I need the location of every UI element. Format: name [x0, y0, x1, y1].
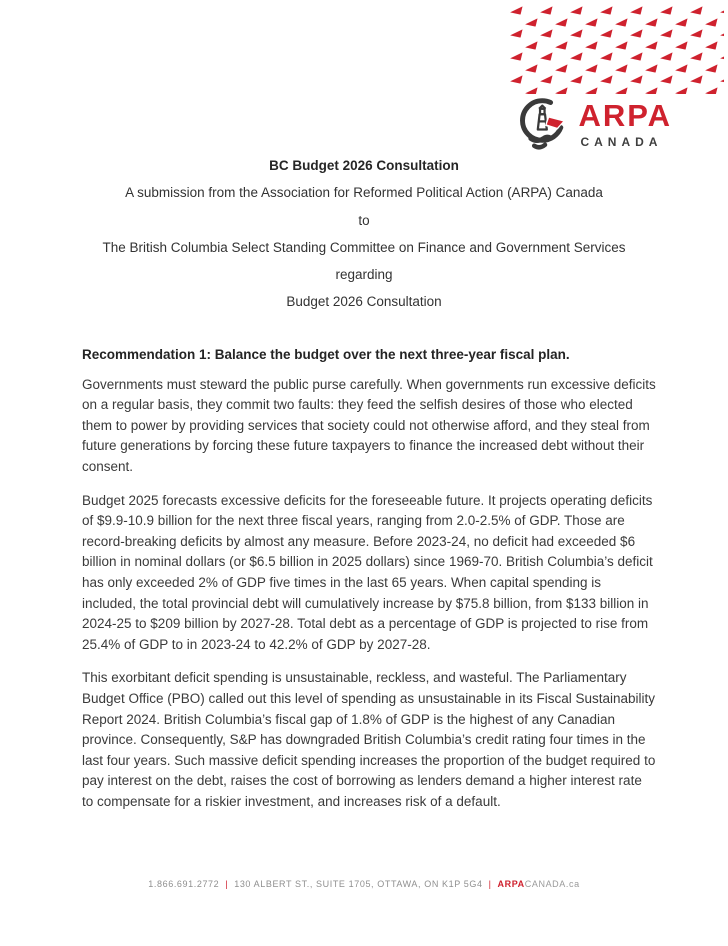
footer-address: 130 ALBERT ST., SUITE 1705, OTTAWA, ON K1P 5G4	[234, 879, 483, 889]
submission-line: A submission from the Association for Reformed Political Action (ARPA) Canada	[125, 185, 603, 201]
red-arrow-triangles-pattern	[510, 2, 724, 94]
logo-wordmark	[578, 96, 672, 149]
logo-brand-text: ARPA	[578, 98, 672, 133]
regarding-line: regarding	[335, 267, 393, 283]
to-line: to	[358, 212, 370, 228]
footer-phone: 1.866.691.2772	[148, 879, 220, 889]
arpa-canada-logo	[518, 96, 672, 154]
recommendation-heading: Recommendation 1: Balance the budget over the next three-year fiscal plan.	[82, 347, 570, 362]
logo-country-text: CANADA	[580, 135, 663, 149]
subject-line: Budget 2026 Consultation	[286, 294, 442, 310]
lighthouse-circle-arrow-icon	[518, 96, 572, 154]
paragraph-2: Budget 2025 forecasts excessive deficits for the foreseeable future. It projects operating deficits of $9.9-10.9 billion for the next three fiscal years, ranging from 2.0-2.5% of GDP. Those are record-breaking deficits by almost any measure. Before 2023-24, no deficit had exceeded $6 billion in nominal dollars (or $6.5 billion in 2025 dollars) since 1969-70. British Columbia’s deficit has only exceeded 2% of GDP five times in the last 65 years. When capital spending is included, the total provincial debt will cumulatively increase by $75.8 billion, from $133 billion in 2024-25 to $209 billion by 2027-28. Total debt as a percentage of GDP is projected to rise from 25.4% of GDP to in 2023-24 to 42.2% of GDP by 2027-28.	[82, 492, 653, 652]
footer-separator: |	[488, 879, 492, 889]
page-footer	[0, 879, 728, 889]
paragraph-3: This exorbitant deficit spending is unsustainable, reckless, and wasteful. The Parliamentary Budget Office (PBO) called out this level of spending as unsustainable in its Fiscal Sustainability Report 2024. British Columbia’s fiscal gap of 1.8% of GDP is the highest of any Canadian province. Consequently, S&P has downgraded British Columbia’s credit rating four times in the last four years. Such massive deficit spending increases the proportion of the budget required to pay interest on the debt, raises the cost of borrowing as lenders demand a higher interest rate to compensate for a riskier investment, and increases risk of a default.	[82, 670, 656, 809]
paragraph-1: Governments must steward the public purse carefully. When governments run excessive deficits on a regular basis, they commit two faults: they feed the selfish desires of those who elected them to power by providing services that society could not otherwise afford, and they steal from future generations by forcing these future taxpayers to finance the increased debt without their consent.	[82, 376, 656, 474]
footer-separator: |	[225, 879, 229, 889]
body-text	[82, 345, 656, 825]
document-title: BC Budget 2026 Consultation	[269, 158, 459, 173]
footer-website-rest: CANADA.ca	[524, 879, 580, 889]
footer-website-brand: ARPA	[497, 879, 525, 889]
committee-line: The British Columbia Select Standing Committee on Finance and Government Services	[102, 239, 626, 255]
title-block	[0, 156, 728, 320]
